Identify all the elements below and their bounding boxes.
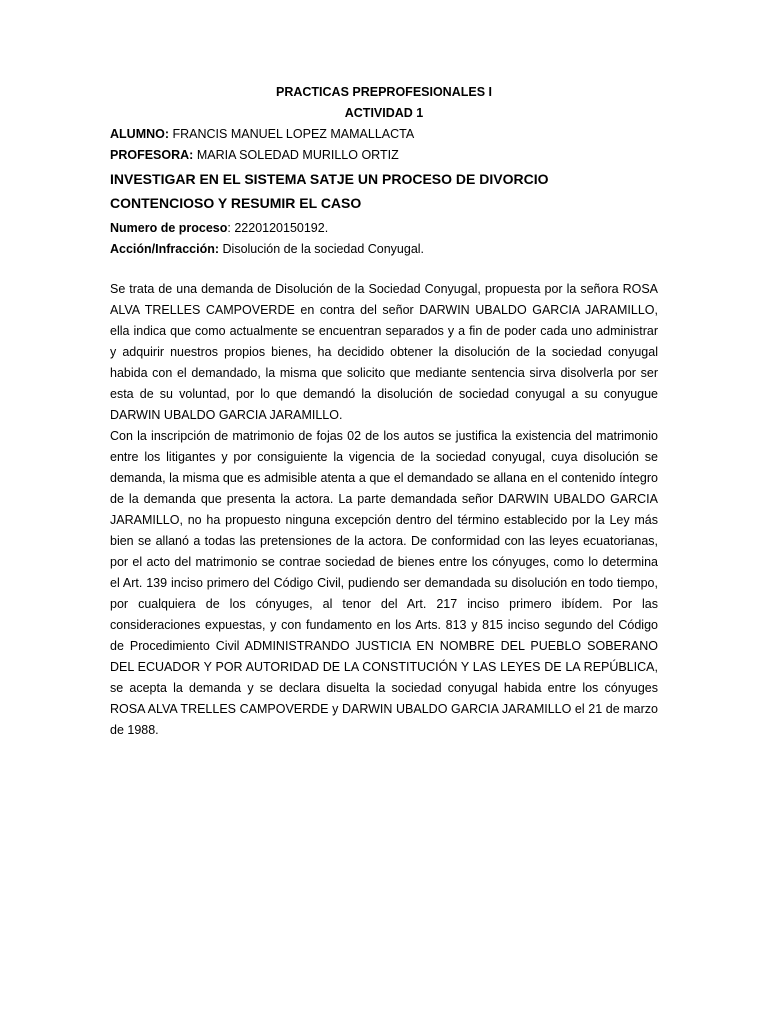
document-page — [110, 82, 658, 741]
course-title: PRACTICAS PREPROFESIONALES I — [276, 85, 492, 99]
task-heading-line-1: INVESTIGAR EN EL SISTEMA SATJE UN PROCESO DE DIVORCIO — [110, 171, 549, 187]
task-heading-line-2: CONTENCIOSO Y RESUMIR EL CASO — [110, 195, 362, 211]
case-number-line — [110, 218, 658, 239]
student-line — [110, 124, 658, 145]
student-label: ALUMNO: — [110, 127, 170, 141]
summary-paragraph-2: Con la inscripción de matrimonio de fojas 02 de los autos se justifica la existencia del matrimonio entre los litigantes y por consiguiente la vigencia de la sociedad conyugal, cuya disolución se demanda, la misma que es admisible atenta a que el demandado se allana en el contenido íntegro de la demanda que presenta la actora. La parte demandada señor DARWIN UBALDO GARCIA JARAMILLO, no ha propuesto ninguna excepción dentro del término establecido por la Ley más bien se allanó a todas las pretensiones de la actora. De conformidad con las leyes ecuatorianas, por el acto del matrimonio se contrae sociedad de bienes entre los cónyuges, como lo determina el Art. 139 inciso primero del Código Civil, pudiendo ser demandada su disolución en todo tiempo, por cualquiera de los cónyuges, al tenor del Art. 217 inciso primero ibídem. Por las consideraciones expuestas, y con fundamento en los Arts. 813 y 815 inciso segundo del Código de Procedimiento Civil ADMINISTRANDO JUSTICIA EN NOMBRE DEL PUEBLO SOBERANO DEL ECUADOR Y POR AUTORIDAD DE LA CONSTITUCIÓN Y LAS LEYES DE LA REPÚBLICA, se acepta la demanda y se declara disuelta la sociedad conyugal habida entre los cónyuges ROSA ALVA TRELLES CAMPOVERDE y DARWIN UBALDO GARCIA JARAMILLO el 21 de marzo de 1988. — [110, 429, 658, 737]
case-action-value: Disolución de la sociedad Conyugal. — [219, 242, 425, 256]
case-action-label: Acción/Infracción: — [110, 242, 220, 256]
case-number-value: : 2220120150192. — [227, 221, 329, 235]
activity-title: ACTIVIDAD 1 — [344, 106, 424, 120]
teacher-label: PROFESORA: — [110, 148, 194, 162]
teacher-line — [110, 145, 658, 166]
case-number-label: Numero de proceso — [110, 221, 228, 235]
case-action-line — [110, 239, 658, 260]
teacher-name: MARIA SOLEDAD MURILLO ORTIZ — [193, 148, 399, 162]
student-name: FRANCIS MANUEL LOPEZ MAMALLACTA — [169, 127, 415, 141]
summary-paragraph-1: Se trata de una demanda de Disolución de la Sociedad Conyugal, propuesta por la señora ROSA ALVA TRELLES CAMPOVERDE en contra del señor DARWIN UBALDO GARCIA JARAMILLO, ella indica que como actualmente se encuentran separados y a fin de poder cada uno administrar y adquirir nuestros propios bienes, ha decidido obtener la disolución de la sociedad conyugal habida con el demandado, la misma que solicito que mediante sentencia sirva disolverla por ser esta de su voluntad, por lo que demandó la disolución de sociedad conyugal a su conyugue DARWIN UBALDO GARCIA JARAMILLO. — [110, 282, 658, 422]
task-heading — [110, 167, 658, 215]
